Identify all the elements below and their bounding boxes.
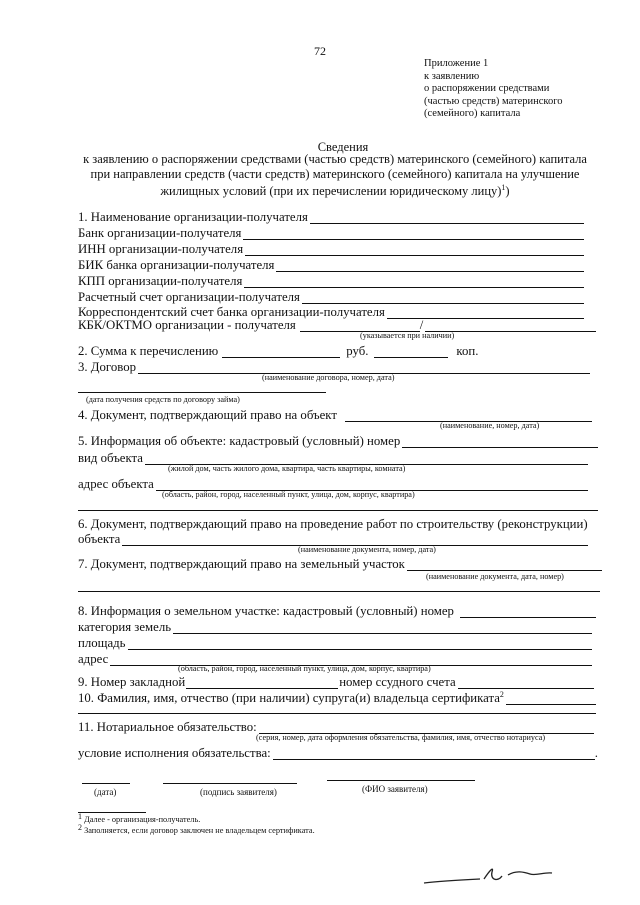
field-notary: 11. Нотариальное обязательство: xyxy=(78,720,594,734)
bank-input-line[interactable] xyxy=(243,228,584,240)
footnote-mark: 1 xyxy=(501,183,506,192)
field-org-name: 1. Наименование организации-получателя xyxy=(78,210,584,224)
appendix-line: о распоряжении средствами xyxy=(424,83,550,95)
date-input-line[interactable] xyxy=(82,783,130,784)
date-caption: (дата) xyxy=(94,787,117,797)
document-title: Сведения xyxy=(317,140,369,154)
construction-doc-caption: (наименование документа, номер, дата) xyxy=(298,545,436,554)
field-land-area: площадь xyxy=(78,636,592,650)
subtitle-line: при направлении средств (части средств) материнского (семейного) капитала на улучшение xyxy=(90,166,580,181)
field-object-address: адрес объекта xyxy=(78,477,588,491)
cadastral-number-input-line[interactable] xyxy=(402,436,598,448)
field-account: Расчетный счет организации-получателя xyxy=(78,290,584,304)
appendix-line: к заявлению xyxy=(424,70,480,82)
subtitle-line: жилищных условий (при их перечислении юридическому лицу)$^1$) xyxy=(160,183,510,199)
handwritten-mark-icon xyxy=(420,858,560,888)
field-contract: 3. Договор xyxy=(78,360,590,374)
field-bank: Банк организации-получателя xyxy=(78,226,584,240)
field-cadastral-number: 5. Информация об объекте: кадастровый (условный) номер xyxy=(78,434,598,448)
object-address-caption: (область, район, город, населенный пункт, улица, дом, корпус, квартира) xyxy=(162,490,415,499)
mortgage-number-input-line[interactable] xyxy=(186,677,338,689)
footnote-2: 2 Заполняется, если договор заключен не владельцем сертификата. xyxy=(78,823,315,835)
field-inn: ИНН организации-получателя xyxy=(78,242,584,256)
object-kind-caption: (жилой дом, часть жилого дома, квартира, часть квартиры, комната) xyxy=(168,464,406,473)
field-land-address: адрес xyxy=(78,652,592,666)
inn-input-line[interactable] xyxy=(245,244,584,256)
subtitle-line: к заявлению о распоряжении средствами (частью средств) материнского (семейного) капитала xyxy=(83,152,587,166)
fio-input-line[interactable] xyxy=(327,780,475,781)
appendix-line: (семейного) капитала xyxy=(424,108,521,120)
field-land-doc: 7. Документ, подтверждающий право на земельный участок xyxy=(78,557,602,571)
field-land-category: категория земель xyxy=(78,620,592,634)
loan-account-input-line[interactable] xyxy=(458,677,594,689)
contract-caption: (наименование договора, номер, дата) xyxy=(262,373,395,382)
land-doc-extra-line[interactable] xyxy=(78,591,600,592)
object-address-extra-line[interactable] xyxy=(78,510,598,511)
field-kpp: КПП организации-получателя xyxy=(78,274,584,288)
spouse-extra-line[interactable] xyxy=(78,713,596,714)
footnote-separator xyxy=(78,812,146,813)
land-area-input-line[interactable] xyxy=(128,638,592,650)
amount-rub-input-line[interactable] xyxy=(222,346,340,358)
contract-date-input-line[interactable] xyxy=(78,392,326,393)
field-condition: условие исполнения обязательства: . xyxy=(78,746,598,760)
field-corr-account: Корреспондентский счет банка организации-получателя xyxy=(78,305,584,319)
appendix-line: Приложение 1 xyxy=(424,58,489,69)
contract-date-caption: (дата получения средств по договору займа) xyxy=(86,395,240,404)
appendix-line: (частью средств) материнского xyxy=(424,95,563,107)
field-bik: БИК банка организации-получателя xyxy=(78,258,584,272)
footnote-1: 1 Далее - организация-получатель. xyxy=(78,812,201,824)
land-doc-input-line[interactable] xyxy=(407,559,602,571)
field-ownership-doc: 4. Документ, подтверждающий право на объект xyxy=(78,408,592,422)
land-address-caption: (область, район, город, населенный пункт, улица, дом, корпус, квартира) xyxy=(178,664,431,673)
kpp-input-line[interactable] xyxy=(244,276,584,288)
bik-input-line[interactable] xyxy=(276,260,584,272)
appendix-note xyxy=(424,58,624,121)
field-mortgage: 9. Номер закладной номер ссудного счета xyxy=(78,675,594,689)
account-input-line[interactable] xyxy=(302,292,584,304)
amount-kop-input-line[interactable] xyxy=(374,346,448,358)
land-cadastral-input-line[interactable] xyxy=(460,606,596,618)
land-category-input-line[interactable] xyxy=(173,622,592,634)
field-spouse: 10. Фамилия, имя, отчество (при наличии) супруга(и) владельца сертификата 2 xyxy=(78,691,596,705)
field-kbk: КБК/ОКТМО организации - получателя / xyxy=(78,318,596,332)
signature-caption: (подпись заявителя) xyxy=(200,787,277,797)
kbk-caption: (указывается при наличии) xyxy=(360,331,455,340)
document-subtitle xyxy=(70,152,600,199)
spouse-input-line[interactable] xyxy=(506,693,596,705)
org-name-input-line[interactable] xyxy=(310,212,584,224)
land-doc-caption: (наименование документа, дата, номер) xyxy=(426,572,564,581)
field-object-kind: вид объекта xyxy=(78,451,588,465)
field-amount: 2. Сумма к перечислению руб. коп. xyxy=(78,344,479,358)
condition-input-line[interactable] xyxy=(273,748,595,760)
field-construction-object: объекта xyxy=(78,532,588,546)
footnote-mark: 2 xyxy=(499,690,504,699)
notary-caption: (серия, номер, дата оформления обязательства, фамилия, имя, отчество нотариуса) xyxy=(256,733,546,742)
field-construction-doc: 6. Документ, подтверждающий право на проведение работ по строительству (реконструкции) xyxy=(78,517,588,531)
field-land-cadastral: 8. Информация о земельном участке: кадастровый (условный) номер xyxy=(78,604,596,618)
fio-caption: (ФИО заявителя) xyxy=(362,784,428,794)
signature-input-line[interactable] xyxy=(163,783,297,784)
ownership-doc-caption: (наименование, номер, дата) xyxy=(440,421,540,430)
page-number: 72 xyxy=(314,44,326,58)
